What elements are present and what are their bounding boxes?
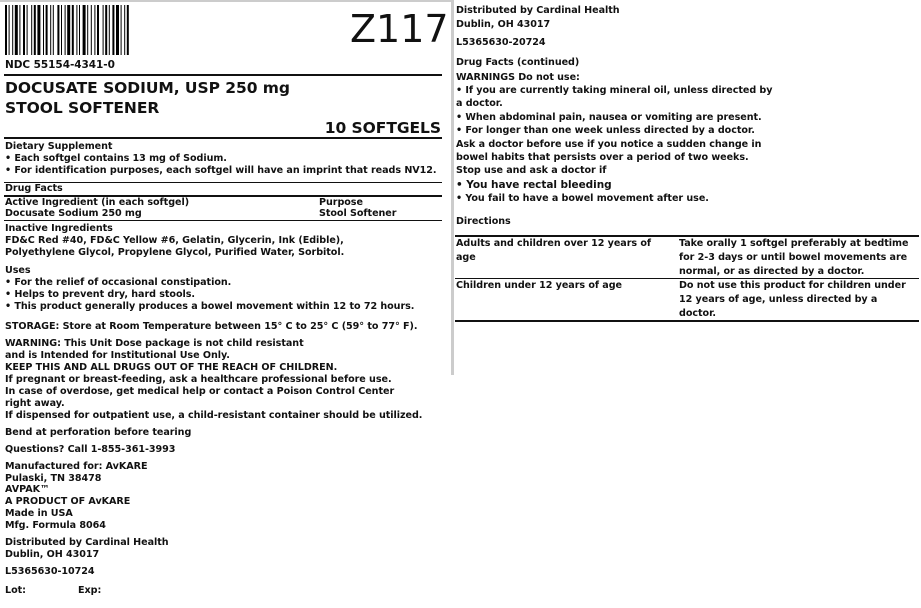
panel-divider	[451, 0, 454, 375]
manufacturer-line: AVPAK™	[5, 484, 50, 495]
manufacturer-line: Manufactured for: AvKARE	[5, 461, 148, 472]
purpose-label: Purpose	[319, 197, 363, 208]
bend-instruction: Bend at perforation before tearing	[5, 427, 192, 438]
barcode-bar	[37, 5, 40, 55]
divider	[4, 220, 442, 221]
count-label: 10 SOFTGELS	[324, 119, 441, 137]
barcode-bar	[103, 5, 104, 55]
warning-line: and is Intended for Institutional Use Only.	[5, 350, 230, 361]
active-ingredient-label: Active Ingredient (in each softgel)	[5, 197, 190, 208]
barcode-bar	[91, 5, 92, 55]
warnings-line: a doctor.	[456, 98, 503, 109]
warning-line: KEEP THIS AND ALL DRUGS OUT OF THE REACH OF CHILDREN.	[5, 362, 338, 373]
product-subtitle: STOOL SOFTENER	[5, 99, 160, 117]
warning-line: WARNING: This Unit Dose package is not child resistant	[5, 338, 304, 349]
barcode-bar	[31, 5, 32, 55]
label-code: L5365630-10724	[5, 566, 95, 577]
barcode-bar	[94, 5, 95, 55]
uses-item: • This product generally produces a bowel movement within 12 to 72 hours.	[5, 301, 415, 312]
stop-item: • You fail to have a bowel movement after use.	[456, 193, 709, 204]
exp-label: Exp:	[78, 585, 102, 596]
divider	[455, 278, 919, 279]
warnings-line: • When abdominal pain, nausea or vomiting are present.	[456, 112, 762, 123]
barcode-bar	[65, 5, 66, 55]
uses-item: • Helps to prevent dry, hard stools.	[5, 289, 196, 300]
panel-border	[0, 0, 452, 2]
active-ingredient-value: Docusate Sodium 250 mg	[5, 208, 142, 219]
inactive-heading: Inactive Ingredients	[5, 223, 113, 234]
manufacturer-line: A PRODUCT OF AvKARE	[5, 496, 131, 507]
storage-text: STORAGE: Store at Room Temperature between 15° C to 25° C (59° to 77° F).	[5, 321, 418, 332]
barcode-bar	[34, 5, 36, 55]
barcode-bar	[83, 5, 86, 55]
directions-who: Children under 12 years of age	[456, 280, 622, 291]
barcode-bar	[27, 5, 28, 55]
inactive-line: Polyethylene Glycol, Propylene Glycol, Purified Water, Sorbitol.	[5, 247, 345, 258]
barcode-bar	[127, 5, 129, 55]
barcode-bar	[112, 5, 114, 55]
distributor-line: Distributed by Cardinal Health	[5, 537, 169, 548]
warnings-line: • If you are currently taking mineral oil, unless directed by	[456, 85, 773, 96]
directions-what: Take orally 1 softgel preferably at bedtime	[679, 238, 909, 249]
warnings-line: bowel habits that persists over a period of two weeks.	[456, 152, 749, 163]
inactive-line: FD&C Red #40, FD&C Yellow #6, Gelatin, Glycerin, Ink (Edible),	[5, 235, 344, 246]
uses-heading: Uses	[5, 265, 31, 276]
directions-heading: Directions	[456, 216, 511, 227]
product-title: DOCUSATE SODIUM, USP 250 mg	[5, 79, 290, 97]
barcode-bar	[5, 5, 7, 55]
warnings-line: • For longer than one week unless directed by a doctor.	[456, 125, 755, 136]
barcode-bar	[72, 5, 74, 55]
directions-what: Do not use this product for children under	[679, 280, 906, 291]
distributor-line: Dublin, OH 43017	[456, 19, 551, 30]
directions-what: doctor.	[679, 308, 716, 319]
barcode-bar	[50, 5, 51, 55]
barcode-bar	[116, 5, 119, 55]
divider	[455, 320, 919, 322]
stop-item: • You have rectal bleeding	[456, 179, 612, 191]
barcode-bar	[79, 5, 80, 55]
barcode-bar	[121, 5, 122, 55]
warning-line: If pregnant or breast-feeding, ask a healthcare professional before use.	[5, 374, 392, 385]
divider	[4, 74, 442, 76]
manufacturer-line: Made in USA	[5, 508, 73, 519]
directions-what: for 2-3 days or until bowel movements are	[679, 252, 908, 263]
warning-line: In case of overdose, get medical help or contact a Poison Control Center	[5, 386, 395, 397]
drug-facts-continued-heading: Drug Facts (continued)	[456, 57, 580, 68]
manufacturer-line: Mfg. Formula 8064	[5, 520, 106, 531]
directions-who: age	[456, 252, 476, 263]
warning-line: right away.	[5, 398, 65, 409]
barcode-bar	[19, 5, 20, 55]
barcode-bar	[105, 5, 107, 55]
warning-line: If dispensed for outpatient use, a child-resistant container should be utilized.	[5, 410, 423, 421]
barcode-bar	[23, 5, 25, 55]
barcode-bar	[43, 5, 44, 55]
divider	[4, 137, 442, 139]
distributor-line: Distributed by Cardinal Health	[456, 5, 620, 16]
barcode-bar	[53, 5, 54, 55]
barcode-bar	[9, 5, 10, 55]
barcode-bar	[15, 5, 18, 55]
drug-facts-heading: Drug Facts	[5, 183, 63, 194]
warnings-line: WARNINGS Do not use:	[456, 72, 580, 83]
uses-item: • For the relief of occasional constipation.	[5, 277, 232, 288]
directions-what: 12 years of age, unless directed by a	[679, 294, 878, 305]
barcode-bar	[76, 5, 77, 55]
barcode-bar	[124, 5, 125, 55]
dietary-item: • For identification purposes, each softgel will have an imprint that reads NV12.	[5, 165, 437, 176]
barcode-bar	[109, 5, 110, 55]
barcode-bar	[57, 5, 59, 55]
barcode-bar	[97, 5, 99, 55]
manufacturer-line: Pulaski, TN 38478	[5, 473, 102, 484]
product-code: Z117	[350, 7, 449, 51]
warnings-line: Ask a doctor before use if you notice a sudden change in	[456, 139, 762, 150]
purpose-value: Stool Softener	[319, 208, 397, 219]
distributor-line: Dublin, OH 43017	[5, 549, 100, 560]
barcode-bar	[61, 5, 62, 55]
dietary-heading: Dietary Supplement	[5, 141, 113, 152]
directions-who: Adults and children over 12 years of	[456, 238, 652, 249]
divider	[4, 182, 442, 183]
questions-phone: Questions? Call 1-855-361-3993	[5, 444, 176, 455]
directions-what: normal, or as directed by a doctor.	[679, 266, 865, 277]
warnings-line: Stop use and ask a doctor if	[456, 165, 607, 176]
lot-label: Lot:	[5, 585, 26, 596]
barcode-bar	[67, 5, 70, 55]
dietary-item: • Each softgel contains 13 mg of Sodium.	[5, 153, 227, 164]
barcode-bar	[12, 5, 13, 55]
divider	[455, 235, 919, 237]
ndc-number: NDC 55154-4341-0	[5, 59, 115, 71]
barcode-bar	[87, 5, 88, 55]
barcode-bar	[46, 5, 48, 55]
label-code: L5365630-20724	[456, 37, 546, 48]
barcode	[5, 5, 191, 55]
